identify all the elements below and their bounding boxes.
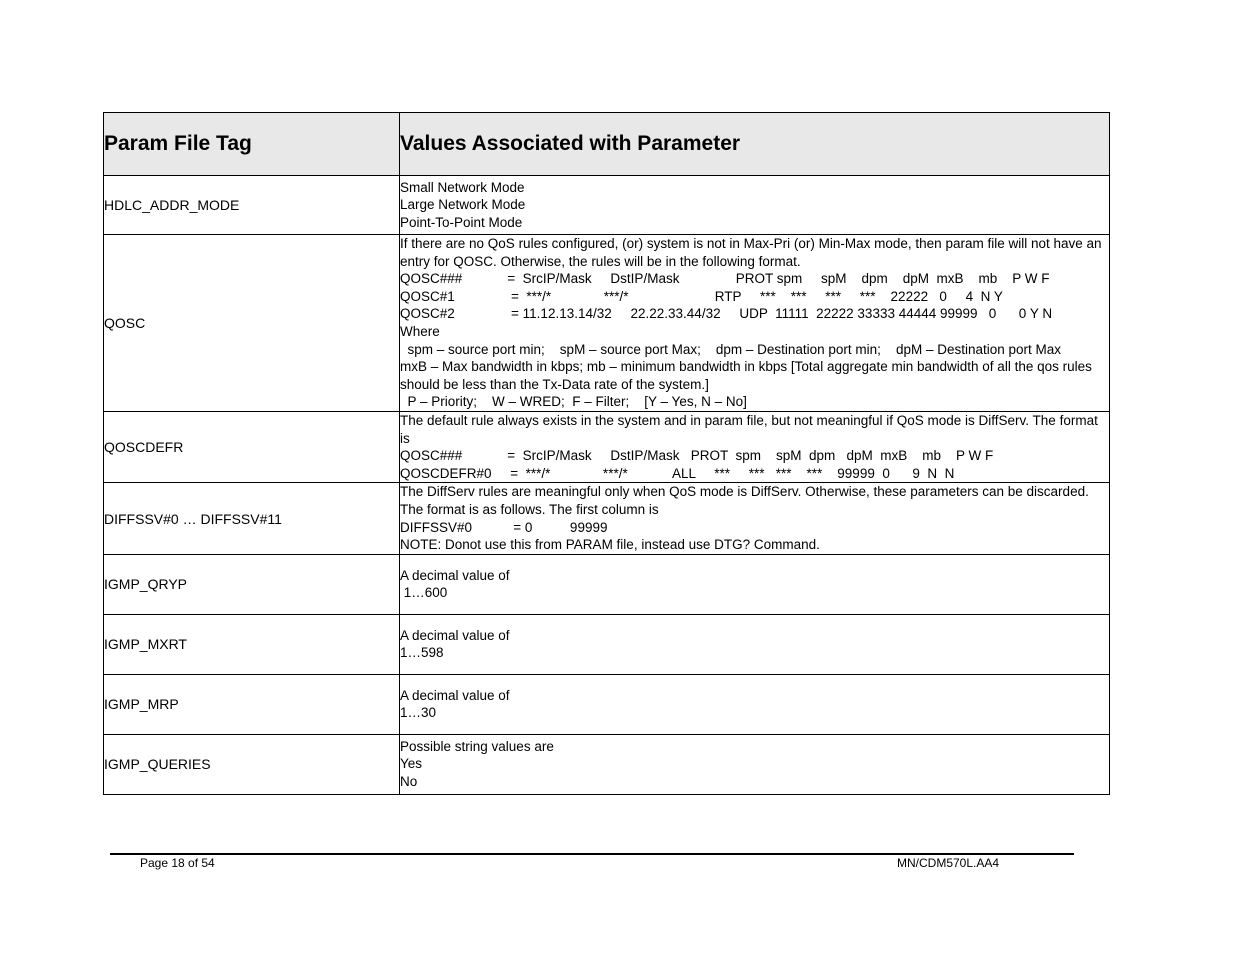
value-line: 1…598 (400, 645, 444, 661)
param-values (400, 614, 1110, 674)
footer-divider (110, 853, 1074, 855)
param-tag: IGMP_MXRT (104, 614, 400, 674)
page-number: Page 18 of 54 (140, 856, 215, 870)
param-values (400, 483, 1110, 554)
value-line: QOSC#1 = ***/* ***/* RTP *** *** *** *** 22222 0 4 N Y (400, 288, 1003, 304)
param-values (400, 734, 1110, 794)
param-tag: IGMP_MRP (104, 674, 400, 734)
value-line: QOSCDEFR#0 = ***/* ***/* ALL *** *** *** *** 99999 0 9 N N (400, 465, 955, 481)
value-line: No (400, 773, 418, 789)
header-param-file-tag: Param File Tag (104, 113, 400, 176)
value-intro: The default rule always exists in the system and in param file, but not meaningful if QoS mode is DiffServ. The format is (400, 412, 1098, 446)
table-row (104, 734, 1110, 794)
table-row (104, 411, 1110, 482)
value-line: Possible string values are (400, 738, 554, 754)
param-values (400, 674, 1110, 734)
table-header-row (104, 113, 1110, 176)
value-line: Small Network Mode (400, 179, 525, 195)
table-row (104, 176, 1110, 235)
param-tag: HDLC_ADDR_MODE (104, 176, 400, 235)
value-line: A decimal value of (400, 627, 510, 643)
value-intro: If there are no QoS rules configured, (or) system is not in Max-Pri (or) Min-Max mode, then param file will not have an entry for QOSC. Otherwise, the rules will be in the following format. (400, 236, 1102, 269)
param-values (400, 554, 1110, 614)
value-line: Yes (400, 756, 423, 772)
table-row (104, 554, 1110, 614)
param-tag: IGMP_QUERIES (104, 734, 400, 794)
value-line: NOTE: Donot use this from PARAM file, instead use DTG? Command. (400, 537, 820, 553)
value-line: 1…30 (400, 705, 437, 721)
document-id: MN/CDM570L.AA4 (897, 856, 1000, 870)
value-line: A decimal value of (400, 567, 510, 583)
value-line: QOSC#2 = 11.12.13.14/32 22.22.33.44/32 UDP 11111 22222 33333 44444 99999 0 0 Y N (400, 306, 1053, 322)
value-line: Point-To-Point Mode (400, 214, 523, 230)
param-tag: QOSCDEFR (104, 411, 400, 482)
value-line: QOSC### = SrcIP/Mask DstIP/Mask PROT spm spM dpm dpM mxB mb P W F (400, 271, 1050, 287)
value-line: QOSC### = SrcIP/Mask DstIP/Mask PROT spm spM dpm dpM mxB mb P W F (400, 448, 994, 464)
table-row (104, 614, 1110, 674)
value-note: mxB – Max bandwidth in kbps; mb – minimum bandwidth in kbps [Total aggregate min bandwidth of all the qos rules should be less than the Tx-Data rate of the system.] (400, 359, 1092, 392)
param-tag: QOSC (104, 235, 400, 412)
parameter-table (103, 112, 1110, 795)
value-line: spm – source port min; spM – source port Max; dpm – Destination port min; dpM – Destination port Max (400, 341, 1062, 357)
value-line: 1…600 (400, 585, 448, 601)
value-line: Large Network Mode (400, 197, 526, 213)
value-line: DIFFSSV#0 = 0 99999 (400, 519, 608, 535)
param-values (400, 176, 1110, 235)
header-values: Values Associated with Parameter (400, 113, 1110, 176)
param-tag: DIFFSSV#0 … DIFFSSV#11 (104, 483, 400, 554)
value-line: P – Priority; W – WRED; F – Filter; [Y – Yes, N – No] (400, 394, 747, 410)
param-tag: IGMP_QRYP (104, 554, 400, 614)
table-row (104, 235, 1110, 412)
table-row (104, 483, 1110, 554)
table-row (104, 674, 1110, 734)
value-intro: The DiffServ rules are meaningful only when QoS mode is DiffServ. Otherwise, these parameters can be discarded. The format is as follows. The first column is (400, 484, 1089, 517)
param-values (400, 411, 1110, 482)
value-line: Where (400, 323, 440, 339)
value-line: A decimal value of (400, 687, 510, 703)
param-values (400, 235, 1110, 412)
